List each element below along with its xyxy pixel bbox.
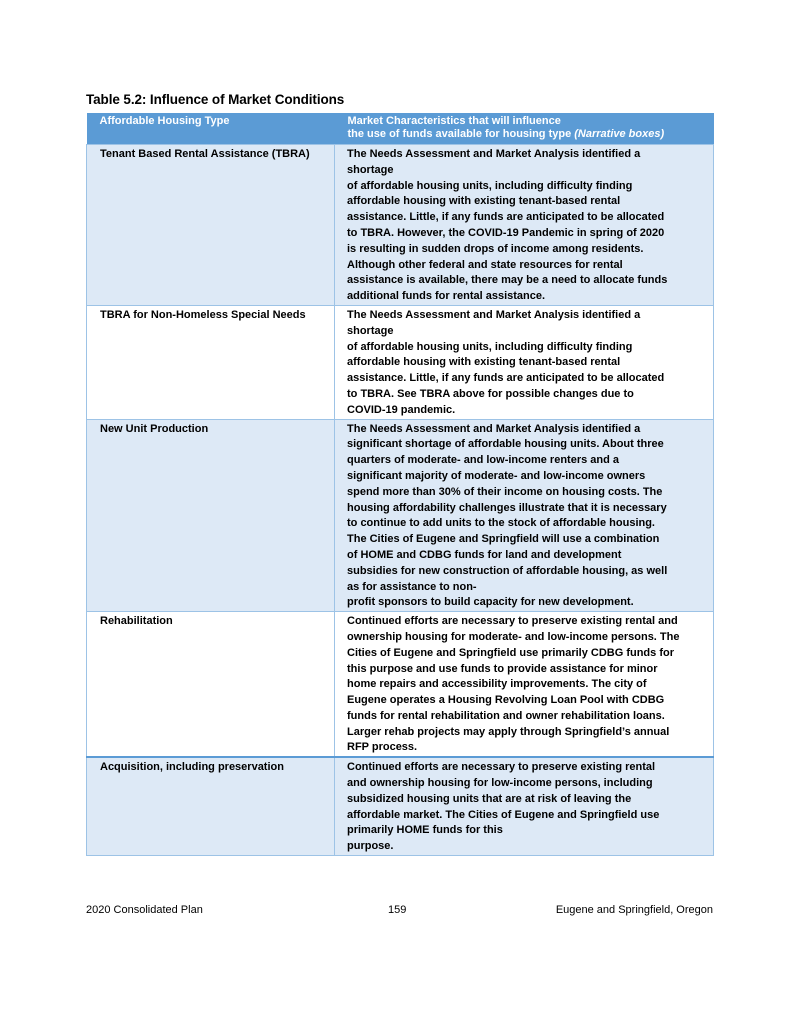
narrative-line: COVID-19 pandemic. xyxy=(347,403,456,416)
row-narrative xyxy=(335,419,714,612)
narrative-line: and ownership housing for low-income persons, including xyxy=(347,777,653,790)
market-conditions-table xyxy=(86,113,714,856)
narrative-line: purpose. xyxy=(347,840,394,853)
narrative-line: shortage xyxy=(347,324,394,337)
narrative-line: The Needs Assessment and Market Analysis identified a xyxy=(347,422,641,435)
narrative-line: primarily HOME funds for this xyxy=(347,824,503,837)
narrative-line: Eugene operates a Housing Revolving Loan Pool with CDBG xyxy=(347,694,665,707)
row-housing-type: Rehabilitation xyxy=(87,612,335,758)
narrative-line: assistance is available, there may be a need to allocate funds xyxy=(347,274,668,287)
narrative-line: RFP process. xyxy=(347,741,418,754)
table-caption: Table 5.2: Influence of Market Conditions xyxy=(86,92,345,107)
row-housing-type: Acquisition, including preservation xyxy=(87,757,335,855)
narrative-line: subsidized housing units that are at risk of leaving the xyxy=(347,792,632,805)
narrative-line: of HOME and CDBG funds for land and development xyxy=(347,548,622,561)
footer-page-number: 159 xyxy=(388,904,407,916)
table-header-row xyxy=(87,113,714,145)
narrative-line: spend more than 30% of their income on housing costs. The xyxy=(347,485,663,498)
narrative-line: is resulting in sudden drops of income among residents. xyxy=(347,242,644,255)
narrative-line: quarters of moderate- and low-income renters and a xyxy=(347,454,620,467)
header-market-characteristics xyxy=(335,113,714,145)
narrative-line: subsidies for new construction of affordable housing, as well xyxy=(347,564,668,577)
narrative-line: Larger rehab projects may apply through Springfield’s annual xyxy=(347,725,670,738)
footer-document-title: 2020 Consolidated Plan xyxy=(86,904,203,916)
narrative-line: funds for rental rehabilitation and owner rehabilitation loans. xyxy=(347,709,665,722)
narrative-line: additional funds for rental assistance. xyxy=(347,290,546,303)
narrative-line: of affordable housing units, including difficulty finding xyxy=(347,340,633,353)
narrative-line: Continued efforts are necessary to preserve existing rental xyxy=(347,761,656,774)
narrative-line: The Needs Assessment and Market Analysis identified a xyxy=(347,148,641,160)
narrative-line: ownership housing for moderate- and low-income persons. The xyxy=(347,630,680,643)
table-row xyxy=(87,145,714,306)
narrative-line: to TBRA. See TBRA above for possible changes due to xyxy=(347,387,634,400)
narrative-line: as for assistance to non- xyxy=(347,580,477,593)
narrative-line: Continued efforts are necessary to preserve existing rental and xyxy=(347,615,678,628)
narrative-line: The Needs Assessment and Market Analysis identified a xyxy=(347,308,641,321)
narrative-line: housing affordability challenges illustrate that it is necessary xyxy=(347,501,667,514)
row-narrative xyxy=(335,145,714,306)
table-row xyxy=(87,612,714,758)
narrative-line: affordable housing with existing tenant-based rental xyxy=(347,195,621,208)
narrative-line: affordable market. The Cities of Eugene and Springfield use xyxy=(347,808,660,821)
narrative-line: assistance. Little, if any funds are anticipated to be allocated xyxy=(347,211,665,224)
narrative-line: The Cities of Eugene and Springfield will use a combination xyxy=(347,533,660,546)
row-narrative xyxy=(335,612,714,758)
row-narrative xyxy=(335,305,714,419)
narrative-line: profit sponsors to build capacity for new development. xyxy=(347,596,634,609)
narrative-line: shortage xyxy=(347,163,394,176)
narrative-line: of affordable housing units, including difficulty finding xyxy=(347,179,633,192)
narrative-line: home repairs and accessibility improvements. The city of xyxy=(347,678,647,691)
table-row xyxy=(87,419,714,612)
narrative-line: assistance. Little, if any funds are anticipated to be allocated xyxy=(347,372,665,385)
row-narrative xyxy=(335,757,714,855)
table-row xyxy=(87,757,714,855)
header-line-1: Market Characteristics that will influence xyxy=(347,115,561,127)
row-housing-type: Tenant Based Rental Assistance (TBRA) xyxy=(87,145,335,306)
header-line-2: the use of funds available for housing type xyxy=(347,128,572,140)
narrative-line: Cities of Eugene and Springfield use primarily CDBG funds for xyxy=(347,646,674,659)
narrative-line: significant shortage of affordable housing units. About three xyxy=(347,438,664,451)
narrative-line: to continue to add units to the stock of affordable housing. xyxy=(347,517,655,530)
footer-jurisdiction: Eugene and Springfield, Oregon xyxy=(555,904,713,916)
narrative-line: this purpose and use funds to provide assistance for minor xyxy=(347,662,658,675)
header-housing-type: Affordable Housing Type xyxy=(87,113,335,145)
narrative-line: Although other federal and state resources for rental xyxy=(347,258,623,271)
table-row xyxy=(87,305,714,419)
narrative-line: to TBRA. However, the COVID-19 Pandemic in spring of 2020 xyxy=(347,226,665,239)
header-italic-note: (Narrative boxes) xyxy=(574,128,665,140)
row-housing-type: New Unit Production xyxy=(87,419,335,612)
narrative-line: significant majority of moderate- and low-income owners xyxy=(347,469,646,482)
narrative-line: affordable housing with existing tenant-based rental xyxy=(347,356,621,369)
row-housing-type: TBRA for Non-Homeless Special Needs xyxy=(87,305,335,419)
